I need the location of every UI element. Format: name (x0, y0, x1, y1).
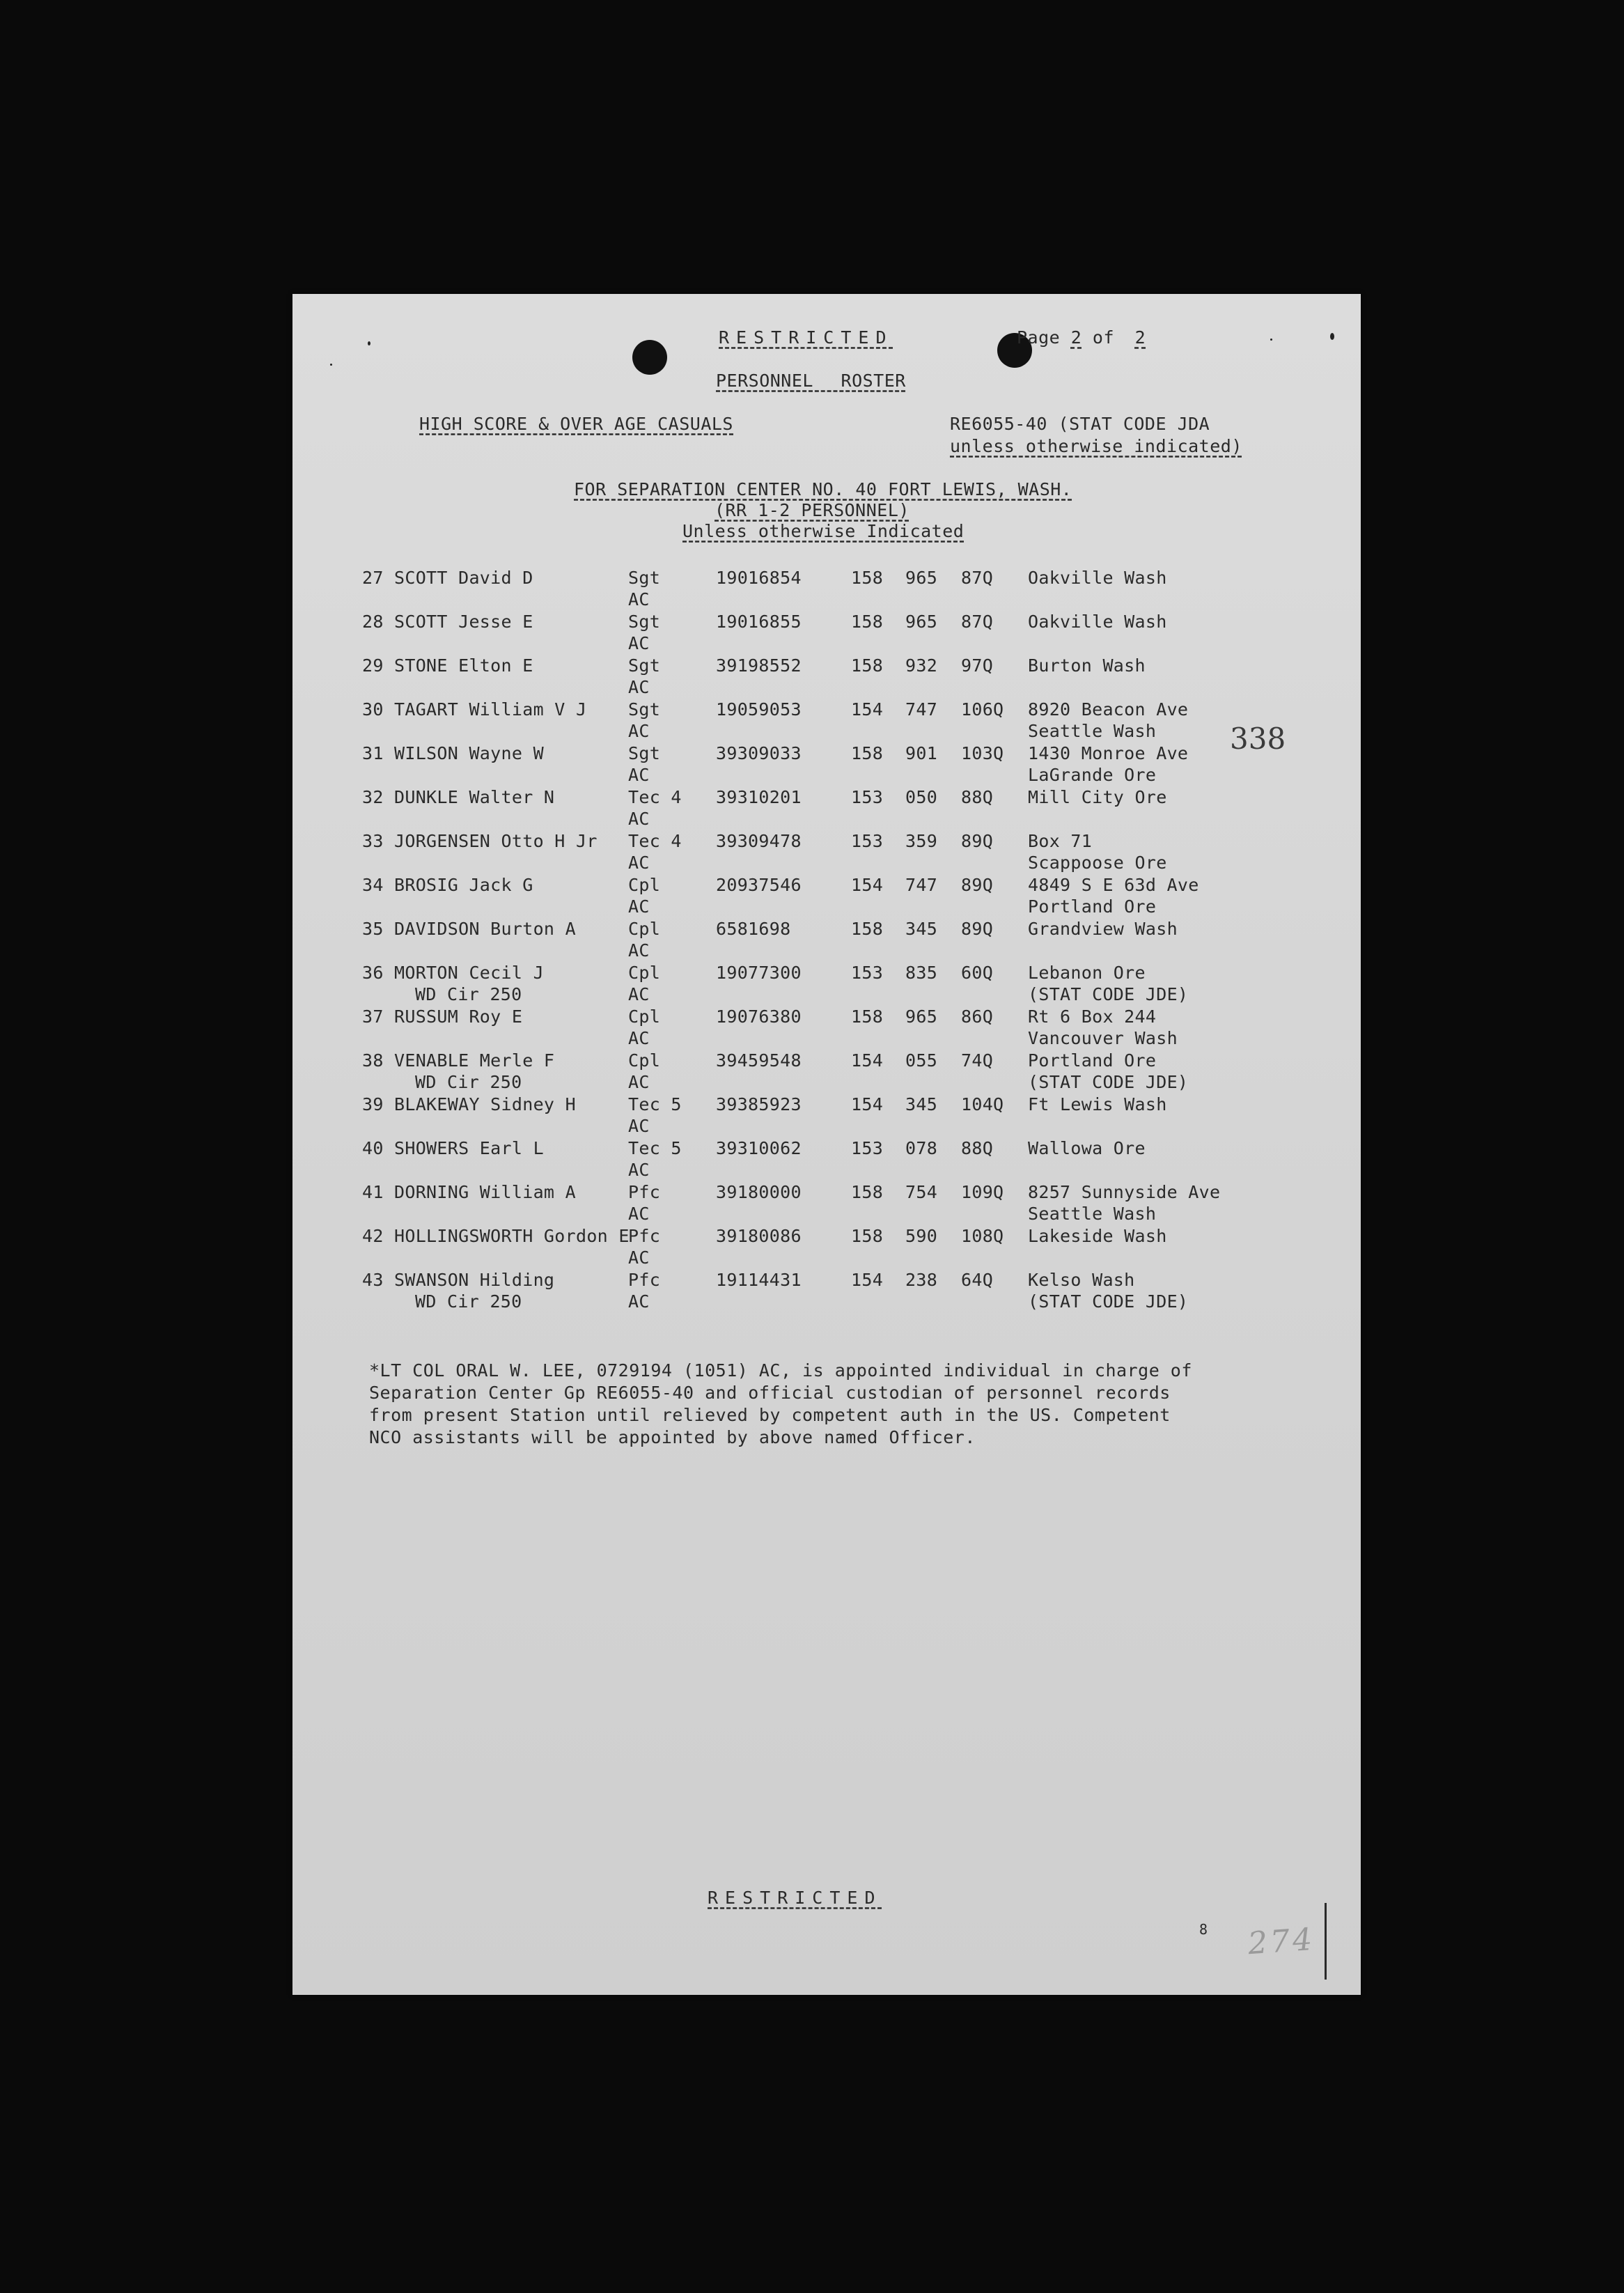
cell-addr2: (STAT CODE JDE) (1028, 1291, 1189, 1312)
cell-num: 39 (362, 1094, 384, 1114)
cell-grade: Sgt (628, 743, 661, 763)
cell-addr1: Grandview Wash (1028, 919, 1178, 939)
cell-serial: 19016854 (716, 568, 802, 588)
cell-c3: 88Q (961, 1138, 994, 1158)
cell-num: 41 (362, 1182, 384, 1202)
table-row (292, 611, 1361, 655)
speck-mark (1270, 339, 1272, 341)
cell-num: 31 (362, 743, 384, 763)
roster-title: PERSONNEL ROSTER (716, 371, 906, 391)
cell-c2: 078 (905, 1138, 938, 1158)
classification-bottom: RESTRICTED (708, 1888, 882, 1908)
page-indicator (1017, 327, 1155, 348)
page-of: of (1092, 327, 1115, 348)
cell-addr1: Box 71 (1028, 831, 1093, 851)
cell-serial: 39310201 (716, 787, 802, 807)
cell-addr1: Ft Lewis Wash (1028, 1094, 1167, 1114)
cell-num: 43 (362, 1270, 384, 1290)
cell-serial: 39198552 (716, 655, 802, 676)
cell-serial: 19016855 (716, 612, 802, 632)
cell-grade: Sgt (628, 612, 661, 632)
cell-serial: 39310062 (716, 1138, 802, 1158)
punch-hole-left (632, 340, 667, 375)
cell-c1: 158 (851, 919, 884, 939)
cell-addr1: Lebanon Ore (1028, 963, 1146, 983)
cell-num: 32 (362, 787, 384, 807)
note-line: NCO assistants will be appointed by above named Officer. (369, 1427, 976, 1447)
cell-addr1: Kelso Wash (1028, 1270, 1135, 1290)
corner-mark: 8 (1199, 1921, 1208, 1938)
cell-num: 29 (362, 655, 384, 676)
page-total: 2 (1134, 327, 1146, 348)
cell-c2: 747 (905, 699, 938, 720)
cell-c3: 87Q (961, 568, 994, 588)
cell-c1: 153 (851, 831, 884, 851)
cell-name: RUSSUM Roy E (394, 1006, 523, 1027)
cell-c1: 153 (851, 787, 884, 807)
cell-serial: 39180000 (716, 1182, 802, 1202)
table-row (292, 1137, 1361, 1181)
cell-c2: 050 (905, 787, 938, 807)
appointment-note (369, 1360, 1192, 1449)
cell-arm: AC (628, 589, 650, 609)
table-row (292, 1094, 1361, 1137)
cell-grade: Tec 5 (628, 1138, 682, 1158)
cell-grade: Sgt (628, 655, 661, 676)
cell-c1: 154 (851, 1094, 884, 1114)
table-row (292, 786, 1361, 830)
cell-arm: AC (628, 1072, 650, 1092)
cell-serial: 6581698 (716, 919, 791, 939)
cell-addr1: Rt 6 Box 244 (1028, 1006, 1157, 1027)
cell-serial: 19059053 (716, 699, 802, 720)
cell-c3: 108Q (961, 1226, 1004, 1246)
code-line-2: unless otherwise indicated) (950, 436, 1242, 456)
cell-addr2: Vancouver Wash (1028, 1028, 1178, 1048)
cell-c1: 154 (851, 875, 884, 895)
cell-name2: WD Cir 250 (415, 1072, 522, 1092)
cell-name: WILSON Wayne W (394, 743, 544, 763)
rr-personnel-line: (RR 1-2 PERSONNEL) (715, 500, 909, 520)
table-row (292, 743, 1361, 786)
cell-c2: 835 (905, 963, 938, 983)
cell-grade: Cpl (628, 1050, 661, 1071)
cell-addr1: Oakville Wash (1028, 568, 1167, 588)
table-row (292, 655, 1361, 699)
cell-c2: 345 (905, 919, 938, 939)
handwritten-number: 274 (1247, 1921, 1316, 1962)
cell-name: VENABLE Merle F (394, 1050, 555, 1071)
document-page (292, 294, 1361, 1995)
cell-c2: 345 (905, 1094, 938, 1114)
cell-c3: 104Q (961, 1094, 1004, 1114)
cell-addr2: Scappoose Ore (1028, 853, 1167, 873)
cell-c1: 158 (851, 743, 884, 763)
cell-arm: AC (628, 633, 650, 653)
cell-name: HOLLINGSWORTH Gordon E (394, 1226, 630, 1246)
cell-name: SCOTT David D (394, 568, 533, 588)
cell-arm: AC (628, 1116, 650, 1136)
cell-c1: 158 (851, 655, 884, 676)
table-row (292, 567, 1361, 611)
cell-serial: 19077300 (716, 963, 802, 983)
cell-name: TAGART William V J (394, 699, 587, 720)
cell-num: 35 (362, 919, 384, 939)
cell-c2: 965 (905, 612, 938, 632)
cell-addr2: LaGrande Ore (1028, 765, 1157, 785)
cell-arm: AC (628, 721, 650, 741)
cell-name: STONE Elton E (394, 655, 533, 676)
table-row (292, 699, 1361, 743)
unless-otherwise-line: Unless otherwise Indicated (682, 521, 965, 541)
cell-c2: 055 (905, 1050, 938, 1071)
cell-c3: 106Q (961, 699, 1004, 720)
table-row (292, 1050, 1361, 1094)
speck-mark (368, 341, 370, 345)
separation-center-line: FOR SEPARATION CENTER NO. 40 FORT LEWIS, WASH. (574, 479, 1072, 499)
cell-name: BLAKEWAY Sidney H (394, 1094, 576, 1114)
cell-addr1: Portland Ore (1028, 1050, 1157, 1071)
code-line-1: RE6055-40 (STAT CODE JDA (950, 414, 1210, 434)
cell-num: 40 (362, 1138, 384, 1158)
cell-addr2: Portland Ore (1028, 896, 1157, 917)
cell-addr1: 1430 Monroe Ave (1028, 743, 1189, 763)
cell-arm: AC (628, 1028, 650, 1048)
cell-name2: WD Cir 250 (415, 984, 522, 1004)
table-row (292, 1006, 1361, 1050)
cell-c3: 60Q (961, 963, 994, 983)
cell-c1: 158 (851, 568, 884, 588)
cell-c2: 747 (905, 875, 938, 895)
cell-c3: 64Q (961, 1270, 994, 1290)
cell-c2: 590 (905, 1226, 938, 1246)
cell-addr1: Burton Wash (1028, 655, 1146, 676)
cell-c1: 153 (851, 963, 884, 983)
cell-addr1: 4849 S E 63d Ave (1028, 875, 1199, 895)
cell-grade: Pfc (628, 1182, 661, 1202)
cell-name: BROSIG Jack G (394, 875, 533, 895)
table-row (292, 1181, 1361, 1225)
cell-addr1: Mill City Ore (1028, 787, 1167, 807)
cell-serial: 19076380 (716, 1006, 802, 1027)
cell-grade: Sgt (628, 568, 661, 588)
cell-c1: 158 (851, 1226, 884, 1246)
cell-name: DORNING William A (394, 1182, 576, 1202)
cell-num: 37 (362, 1006, 384, 1027)
cell-addr1: Oakville Wash (1028, 612, 1167, 632)
cell-serial: 39309478 (716, 831, 802, 851)
speck-mark (1330, 333, 1334, 340)
cell-serial: 39180086 (716, 1226, 802, 1246)
cell-c1: 158 (851, 1182, 884, 1202)
note-line: Separation Center Gp RE6055-40 and official custodian of personnel records (369, 1383, 1171, 1403)
cell-c3: 87Q (961, 612, 994, 632)
cell-addr2: Seattle Wash (1028, 721, 1157, 741)
table-row (292, 830, 1361, 874)
cell-c2: 932 (905, 655, 938, 676)
cell-arm: AC (628, 1160, 650, 1180)
cell-arm: AC (628, 1291, 650, 1312)
cell-grade: Tec 4 (628, 831, 682, 851)
table-row (292, 874, 1361, 918)
cell-serial: 19114431 (716, 1270, 802, 1290)
cell-grade: Tec 5 (628, 1094, 682, 1114)
cell-c1: 154 (851, 1050, 884, 1071)
cell-name: SCOTT Jesse E (394, 612, 533, 632)
cell-arm: AC (628, 896, 650, 917)
cell-arm: AC (628, 809, 650, 829)
cell-num: 33 (362, 831, 384, 851)
cell-grade: Tec 4 (628, 787, 682, 807)
cell-c3: 109Q (961, 1182, 1004, 1202)
cell-num: 30 (362, 699, 384, 720)
cell-name: DUNKLE Walter N (394, 787, 555, 807)
cell-num: 38 (362, 1050, 384, 1071)
cell-serial: 39385923 (716, 1094, 802, 1114)
cell-name: DAVIDSON Burton A (394, 919, 576, 939)
cell-grade: Sgt (628, 699, 661, 720)
cell-name2: WD Cir 250 (415, 1291, 522, 1312)
cell-name: SHOWERS Earl L (394, 1138, 544, 1158)
cell-grade: Cpl (628, 919, 661, 939)
cell-c3: 74Q (961, 1050, 994, 1071)
cell-grade: Pfc (628, 1226, 661, 1246)
cell-grade: Pfc (628, 1270, 661, 1290)
table-row (292, 1225, 1361, 1269)
cell-num: 36 (362, 963, 384, 983)
cell-c2: 965 (905, 568, 938, 588)
cell-serial: 20937546 (716, 875, 802, 895)
speck-mark (330, 364, 332, 366)
cell-c1: 154 (851, 699, 884, 720)
cell-num: 34 (362, 875, 384, 895)
cell-addr1: 8920 Beacon Ave (1028, 699, 1189, 720)
cell-c2: 359 (905, 831, 938, 851)
page-number: 2 (1070, 327, 1082, 348)
cell-c2: 238 (905, 1270, 938, 1290)
cell-c2: 965 (905, 1006, 938, 1027)
cell-c1: 154 (851, 1270, 884, 1290)
classification-top: RESTRICTED (719, 327, 893, 348)
page-label: Page (1017, 327, 1061, 348)
cell-grade: Cpl (628, 875, 661, 895)
cell-c3: 103Q (961, 743, 1004, 763)
note-line: *LT COL ORAL W. LEE, 0729194 (1051) AC, is appointed individual in charge of (369, 1360, 1192, 1381)
cell-num: 28 (362, 612, 384, 632)
group-title: HIGH SCORE & OVER AGE CASUALS (419, 414, 733, 434)
cell-c1: 158 (851, 1006, 884, 1027)
cell-grade: Cpl (628, 1006, 661, 1027)
cell-arm: AC (628, 677, 650, 697)
cell-arm: AC (628, 1204, 650, 1224)
cell-name: MORTON Cecil J (394, 963, 544, 983)
stamped-number: 338 (1230, 722, 1286, 756)
cell-c1: 153 (851, 1138, 884, 1158)
cell-serial: 39309033 (716, 743, 802, 763)
cell-name: SWANSON Hilding (394, 1270, 555, 1290)
cell-c3: 88Q (961, 787, 994, 807)
cell-c3: 89Q (961, 831, 994, 851)
cell-name: JORGENSEN Otto H Jr (394, 831, 598, 851)
cell-num: 27 (362, 568, 384, 588)
cell-addr1: Lakeside Wash (1028, 1226, 1167, 1246)
cell-c3: 86Q (961, 1006, 994, 1027)
cell-addr2: Seattle Wash (1028, 1204, 1157, 1224)
cell-num: 42 (362, 1226, 384, 1246)
table-row (292, 918, 1361, 962)
cell-c3: 89Q (961, 875, 994, 895)
margin-tick (1325, 1903, 1327, 1980)
cell-arm: AC (628, 1247, 650, 1268)
cell-serial: 39459548 (716, 1050, 802, 1071)
cell-arm: AC (628, 765, 650, 785)
cell-arm: AC (628, 853, 650, 873)
cell-c2: 901 (905, 743, 938, 763)
table-row (292, 962, 1361, 1006)
cell-arm: AC (628, 940, 650, 961)
cell-c1: 158 (851, 612, 884, 632)
cell-addr1: Wallowa Ore (1028, 1138, 1146, 1158)
cell-addr2: (STAT CODE JDE) (1028, 984, 1189, 1004)
cell-c2: 754 (905, 1182, 938, 1202)
cell-addr1: 8257 Sunnyside Ave (1028, 1182, 1221, 1202)
cell-addr2: (STAT CODE JDE) (1028, 1072, 1189, 1092)
table-row (292, 1269, 1361, 1313)
cell-arm: AC (628, 984, 650, 1004)
cell-c3: 89Q (961, 919, 994, 939)
cell-grade: Cpl (628, 963, 661, 983)
cell-c3: 97Q (961, 655, 994, 676)
note-line: from present Station until relieved by competent auth in the US. Competent (369, 1405, 1171, 1425)
